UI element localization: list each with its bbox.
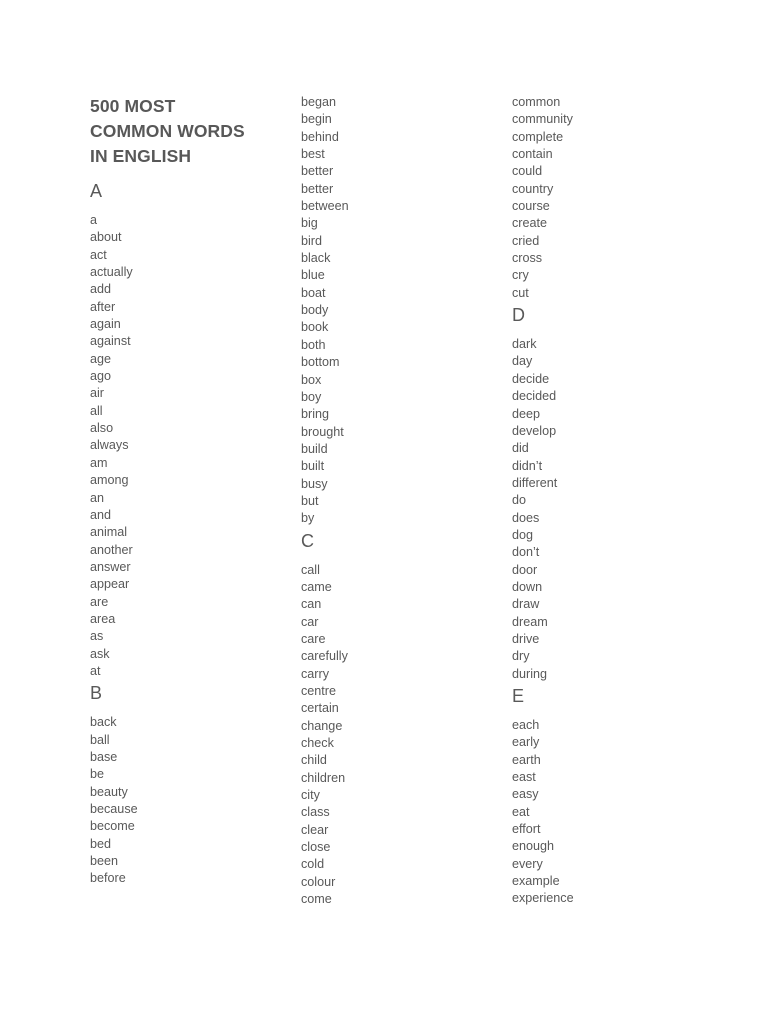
- word-item: before: [90, 871, 126, 886]
- word-item: bed: [90, 836, 112, 851]
- word-item: ball: [90, 732, 110, 747]
- word-item: brought: [301, 424, 344, 439]
- word-item: because: [90, 802, 138, 816]
- word-item: class: [301, 805, 330, 820]
- word-item: does: [512, 510, 540, 525]
- word-item: east: [512, 770, 536, 785]
- word-item: effort: [512, 822, 541, 837]
- section-letter-b: B: [90, 683, 103, 704]
- word-item: bring: [301, 407, 330, 422]
- column-3-blocks: [512, 94, 712, 908]
- document-title: [90, 94, 290, 169]
- word-item: earth: [512, 752, 541, 767]
- word-item: build: [301, 441, 328, 456]
- word-item: cut: [512, 285, 529, 300]
- word-item: dream: [512, 614, 548, 629]
- word-item: cross: [512, 251, 543, 266]
- word-item: busy: [301, 476, 328, 491]
- word-item: centre: [301, 684, 337, 698]
- word-item: enough: [512, 839, 555, 854]
- word-item: are: [90, 594, 109, 609]
- word-item: both: [301, 337, 326, 352]
- word-item: best: [301, 147, 325, 162]
- word-item: body: [301, 303, 329, 318]
- word-item: each: [512, 718, 540, 732]
- word-item: a: [90, 213, 98, 227]
- word-item: been: [90, 854, 119, 869]
- word-item: all: [90, 403, 103, 418]
- section-letter-d: D: [512, 305, 525, 326]
- word-item: didn’t: [512, 458, 543, 473]
- word-item: boy: [301, 389, 322, 404]
- word-item: down: [512, 579, 543, 594]
- word-item: care: [301, 631, 326, 646]
- word-item: built: [301, 459, 325, 474]
- word-item: clear: [301, 822, 329, 837]
- word-item: against: [90, 334, 131, 349]
- word-item: decide: [512, 371, 550, 386]
- word-item: early: [512, 735, 540, 750]
- word-item: deep: [512, 406, 541, 421]
- word-item: beauty: [90, 784, 128, 799]
- title-line-1: 500 MOST: [90, 96, 176, 116]
- word-item: eat: [512, 804, 530, 819]
- word-item: an: [90, 490, 105, 505]
- word-item: animal: [90, 525, 128, 540]
- word-item: act: [90, 247, 107, 262]
- column-1-blocks: [90, 179, 290, 888]
- word-item: again: [90, 317, 121, 332]
- word-item: base: [90, 749, 118, 764]
- word-item: back: [90, 715, 117, 730]
- word-item: don’t: [512, 545, 540, 560]
- word-item: better: [301, 164, 334, 179]
- word-item: course: [512, 199, 550, 214]
- word-item: appear: [90, 577, 130, 592]
- word-item: air: [90, 386, 104, 401]
- section-letter-a: A: [90, 181, 103, 201]
- word-item: close: [301, 840, 331, 855]
- word-item: contain: [512, 147, 553, 162]
- word-item: be: [90, 767, 105, 782]
- word-item: among: [90, 473, 129, 488]
- word-item: decided: [512, 389, 557, 404]
- word-item: began: [301, 95, 337, 109]
- word-item: become: [90, 819, 135, 834]
- word-item: call: [301, 562, 320, 577]
- word-item: dog: [512, 527, 534, 542]
- word-item: car: [301, 614, 319, 629]
- word-item: and: [90, 507, 112, 522]
- word-item: draw: [512, 597, 540, 612]
- column-2-blocks: [301, 94, 501, 908]
- word-item: did: [512, 441, 529, 456]
- word-item: different: [512, 475, 558, 490]
- word-item: complete: [512, 129, 564, 144]
- word-item: example: [512, 874, 560, 889]
- word-item: better: [301, 181, 334, 196]
- word-item: develop: [512, 423, 557, 438]
- word-item: do: [512, 493, 527, 508]
- word-item: as: [90, 629, 104, 644]
- word-item: area: [90, 611, 116, 626]
- section-letter-e: E: [512, 686, 525, 706]
- word-item: ask: [90, 646, 110, 661]
- word-item: cried: [512, 233, 540, 248]
- section-letter-c: C: [301, 530, 314, 551]
- word-item: came: [301, 579, 332, 594]
- word-item: but: [301, 493, 319, 508]
- word-column-3: [512, 94, 712, 908]
- word-item: cold: [301, 857, 325, 872]
- word-item: black: [301, 251, 331, 266]
- word-item: carry: [301, 666, 329, 681]
- word-item: create: [512, 216, 548, 231]
- word-item: common: [512, 95, 561, 109]
- word-item: community: [512, 112, 573, 127]
- word-item: experience: [512, 891, 574, 906]
- word-item: door: [512, 562, 538, 577]
- word-item: actually: [90, 265, 133, 280]
- word-item: answer: [90, 559, 131, 574]
- word-item: certain: [301, 701, 339, 716]
- word-item: dark: [512, 337, 537, 352]
- word-item: child: [301, 753, 327, 768]
- word-item: every: [512, 856, 543, 871]
- word-item: boat: [301, 285, 326, 300]
- word-item: check: [301, 736, 334, 751]
- word-item: cry: [512, 268, 529, 283]
- word-item: add: [90, 282, 112, 297]
- word-item: after: [90, 299, 116, 314]
- word-item: am: [90, 455, 108, 470]
- word-item: age: [90, 351, 112, 366]
- word-item: easy: [512, 787, 539, 802]
- word-item: children: [301, 770, 346, 785]
- word-item: country: [512, 181, 554, 196]
- title-line-2: COMMON WORDS: [90, 121, 245, 141]
- word-item: box: [301, 372, 322, 387]
- word-item: always: [90, 438, 129, 453]
- word-item: big: [301, 216, 318, 231]
- word-item: colour: [301, 874, 336, 889]
- word-item: at: [90, 663, 101, 678]
- word-item: begin: [301, 112, 332, 127]
- word-item: between: [301, 199, 349, 214]
- word-item: bird: [301, 233, 322, 248]
- word-item: change: [301, 718, 343, 733]
- word-item: another: [90, 542, 133, 557]
- word-item: behind: [301, 129, 339, 144]
- word-item: can: [301, 597, 322, 612]
- title-line-3: IN ENGLISH: [90, 146, 192, 166]
- word-item: day: [512, 354, 533, 369]
- word-column-2: [301, 94, 501, 908]
- word-item: blue: [301, 268, 325, 283]
- word-item: could: [512, 164, 543, 179]
- word-item: during: [512, 666, 548, 681]
- word-item: about: [90, 230, 122, 245]
- word-item: come: [301, 892, 332, 907]
- word-item: drive: [512, 631, 540, 646]
- word-item: carefully: [301, 649, 348, 664]
- word-item: by: [301, 511, 315, 526]
- word-item: city: [301, 788, 320, 803]
- word-item: book: [301, 320, 329, 335]
- word-item: ago: [90, 369, 112, 384]
- word-item: bottom: [301, 355, 340, 370]
- word-column-1: [90, 94, 290, 888]
- word-item: dry: [512, 649, 530, 664]
- word-item: also: [90, 421, 114, 436]
